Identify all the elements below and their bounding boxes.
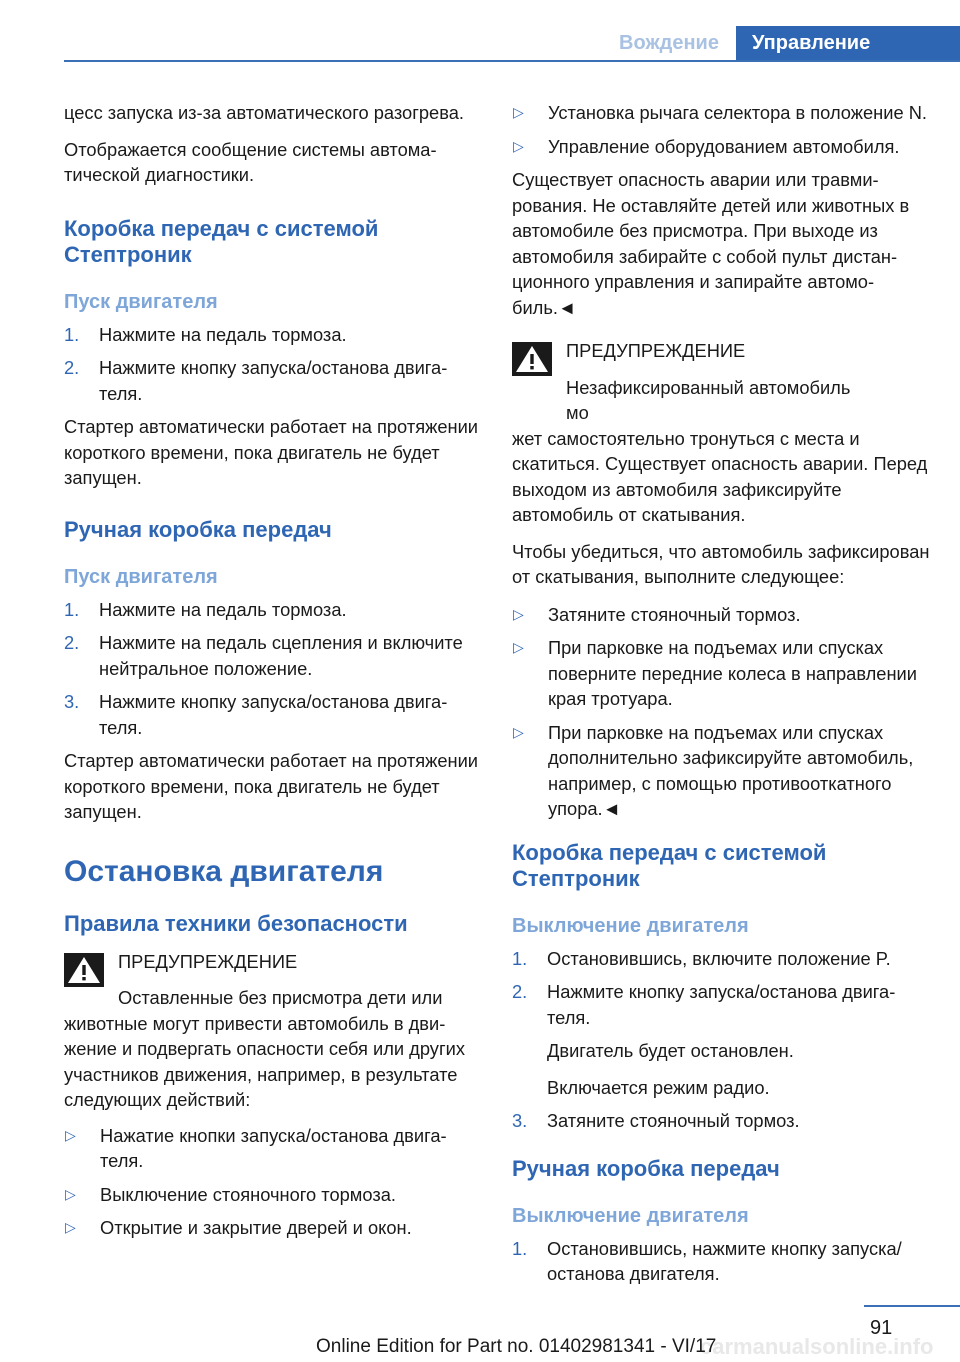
list-item: [512, 1236, 930, 1287]
list-item: [64, 630, 480, 681]
bullet-text: При парковке на подъемах или спусках дополнительно зафиксируйте автомобиль, например, с помощью противооткатного упора.◄: [548, 721, 914, 819]
bullet-item: [64, 1215, 480, 1241]
list-number: 2.: [64, 357, 80, 378]
triangle-right-icon: ▷: [513, 605, 524, 622]
section-heading: Коробка передач с системой Стептроник: [64, 215, 379, 267]
list-item-text: Остановившись, включите положение P.: [547, 947, 891, 969]
warning-title: ПРЕДУПРЕЖДЕНИЕ: [118, 950, 298, 972]
list-item-text: Нажмите кнопку запуска/останова двигателя.: [99, 691, 448, 738]
paragraph: Чтобы убедиться, что автомобиль зафиксирован от скатывания, выполните следующее:: [512, 540, 930, 587]
bullet-item: [64, 1123, 480, 1174]
right-column: [512, 100, 930, 1295]
bullet-text: Затяните стояночный тормоз.: [548, 603, 801, 625]
triangle-right-icon: ▷: [513, 723, 524, 740]
list-item-text: Остановившись, нажмите кнопку запуска/останова двигателя.: [547, 1237, 902, 1284]
tab-control[interactable]: Управление: [736, 26, 960, 60]
bullet-item: [512, 100, 930, 126]
list-item: [512, 1108, 930, 1134]
list-number: 1.: [512, 1237, 528, 1259]
paragraph: Стартер автоматически работает на протяжении короткого времени, пока двигатель не будет запущен.: [64, 416, 479, 488]
list-item-text: Нажмите на педаль тормоза.: [99, 323, 347, 345]
section-heading: Ручная коробка передач: [512, 1155, 780, 1181]
page-number: 91: [870, 1317, 893, 1339]
bullet-item: [64, 1182, 480, 1208]
list-item: [64, 597, 480, 623]
bullet-text: При парковке на подъемах или спусках поверните передние колеса в направлении края тротуара.: [548, 637, 917, 709]
triangle-right-icon: ▷: [513, 639, 524, 655]
list-item: [512, 946, 930, 972]
warning-block: [512, 338, 930, 528]
header-rule: [64, 60, 960, 62]
bullet-item: [512, 602, 930, 628]
list-number: 1.: [64, 598, 80, 620]
paragraph: Отображается сообщение системы автоматической диагностики.: [64, 138, 437, 185]
list-number: 1.: [512, 947, 528, 969]
list-subtext: Включается режим радио.: [547, 1076, 770, 1098]
warning-title: ПРЕДУПРЕЖДЕНИЕ: [566, 340, 746, 361]
list-item-text: Нажмите кнопку запуска/останова двигателя.: [99, 357, 448, 404]
list-item: [64, 689, 480, 740]
section-heading: Коробка передач с системой Стептроник: [512, 839, 827, 891]
chapter-heading: Остановка двигателя: [64, 854, 384, 888]
list-number: 3.: [512, 1110, 528, 1131]
list-item-text: Нажмите на педаль сцепления и включите нейтральное положение.: [99, 632, 463, 679]
triangle-right-icon: ▷: [65, 1126, 76, 1143]
triangle-right-icon: ▷: [513, 137, 524, 154]
list-number: 3.: [64, 691, 80, 712]
subsection-heading: Пуск двигателя: [64, 565, 218, 588]
list-item: [64, 322, 480, 348]
header-bar: [0, 0, 960, 62]
warning-text: животные могут привести автомобиль в движение и подвергать опасности себя или других участников движения, например, в результате следующих действий:: [64, 1012, 465, 1110]
triangle-right-icon: ▷: [65, 1219, 76, 1235]
edition-note: Online Edition for Part no. 01402981341 - VI/17: [316, 1336, 717, 1357]
warning-block: [64, 949, 480, 1113]
list-item-text: Нажмите кнопку запуска/останова двигателя.: [547, 981, 896, 1028]
warning-text: жет самостоятельно тронуться с места и скатиться. Существует опасность аварии. Перед выходом из автомобиля зафиксируйте автомобиль от скатывания.: [512, 427, 928, 525]
warning-text: Оставленные без присмотра дети или: [118, 987, 443, 1008]
watermark: carmanualsonline.info: [700, 1334, 934, 1359]
warning-triangle-icon: [512, 342, 552, 376]
triangle-right-icon: ▷: [513, 104, 524, 120]
paragraph: Стартер автоматически работает на протяжении короткого времени, пока двигатель не будет запущен.: [64, 750, 479, 822]
triangle-right-icon: ▷: [65, 1185, 76, 1202]
tab-driving[interactable]: Вождение: [619, 32, 719, 54]
list-item-text: Нажмите на педаль тормоза.: [99, 598, 347, 620]
bullet-item: [512, 635, 930, 712]
bullet-item: [512, 134, 930, 160]
footer-rule: [864, 1305, 960, 1307]
list-number: 2.: [64, 632, 80, 653]
paragraph: цесс запуска из-за автоматического разогрева.: [64, 102, 464, 123]
list-number: 2.: [512, 981, 528, 1002]
bullet-text: Выключение стояночного тормоза.: [100, 1183, 396, 1205]
bullet-item: [512, 720, 930, 822]
bullet-text: Нажатие кнопки запуска/останова двигателя.: [100, 1124, 447, 1171]
section-heading: Ручная коробка передач: [64, 516, 332, 542]
subsection-heading: Выключение двигателя: [512, 914, 749, 937]
list-item: [512, 979, 930, 1030]
list-item: [64, 355, 480, 406]
list-subtext: Двигатель будет остановлен.: [547, 1040, 794, 1061]
left-column: [64, 100, 480, 1249]
bullet-text: Установка рычага селектора в положение N.: [548, 102, 928, 123]
list-number: 1.: [64, 323, 80, 345]
subsection-heading: Пуск двигателя: [64, 290, 218, 313]
paragraph: Существует опасность аварии или травмирования. Не оставляйте детей или животных в автомобиле без присмотра. При выходе из автомобиля забирайте с собой пульт дистанционного управления и запирайте автомобиль.◄: [512, 169, 910, 318]
section-heading: Правила техники безопасности: [64, 910, 408, 936]
bullet-text: Управление оборудованием автомобиля.: [548, 135, 900, 157]
warning-triangle-icon: [64, 953, 104, 987]
bullet-text: Открытие и закрытие дверей и окон.: [100, 1217, 412, 1238]
warning-text: Незафиксированный автомобиль мо: [566, 376, 851, 423]
list-item-text: Затяните стояночный тормоз.: [547, 1110, 800, 1131]
subsection-heading: Выключение двигателя: [512, 1204, 749, 1227]
